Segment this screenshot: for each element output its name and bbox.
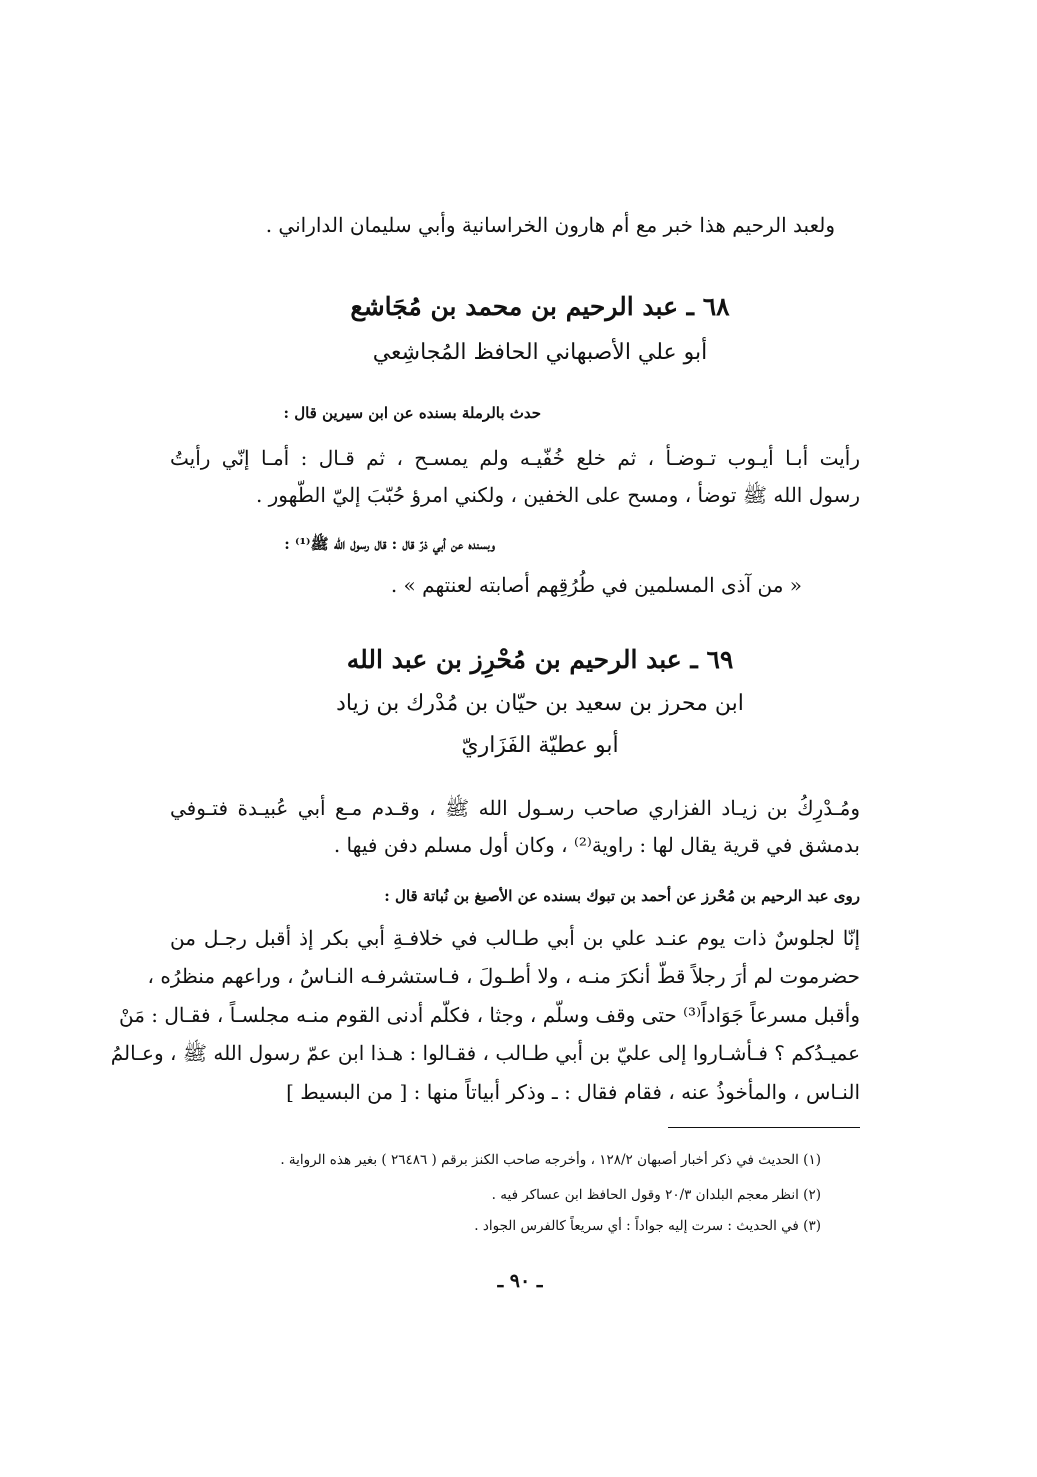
footnote-2: (٢) انظر معجم البلدان ٢٠/٣ وقول الحافظ ابن عساكر فيه .: [491, 1187, 821, 1203]
entry-68-text-1-line-1: رأيت أبـا أيـوب تـوضـأ ، ثم خلع خُفّيـه ولم يمسـح ، ثم قـال : أمـا إنّي رأيتُ: [170, 446, 860, 470]
intro-line: ولعبد الرحيم هذا خبر مع أم هارون الخراسانية وأبي سليمان الداراني .: [265, 213, 835, 237]
entry-69-story-line-3: وأقبل مسرعاً جَوَاداً⁽³⁾ حتى وقف وسلّم ، وجثا ، فكلّم أدنى القوم منـه مجلسـاً ، فقـال : مَنْ: [118, 1003, 860, 1027]
entry-68-heading: ٦٨ ـ عبد الرحيم بن محمد بن مُجَاشع: [350, 292, 730, 321]
entry-68-subtitle: أبو علي الأصبهاني الحافظ المُجاشِعي: [372, 340, 708, 365]
entry-69-subtitle-2: أبو عطيّة الفَزَاريّ: [461, 733, 619, 758]
entry-68-isnad-2: وبسنده عن أبي ذرّ قال : قال رسول الله ﷺ⁽¹⁾ :: [284, 535, 495, 553]
page-number: ـ ٩٠ ـ: [497, 1270, 543, 1292]
entry-69-isnad: روى عبد الرحيم بن مُحْرز عن أحمد بن تبوك بسنده عن الأصبغ بن نُباتة قال :: [384, 887, 860, 905]
entry-69-paragraph-line-2: بدمشق في قرية يقال لها : راوية⁽²⁾ ، وكان أول مسلم دفن فيها .: [333, 833, 860, 857]
entry-69-story-line-5: النـاس ، والمأخوذُ عنه ، فقام فقال : ـ وذكر أبياتاً منها : [ من البسيط ]: [286, 1080, 860, 1104]
entry-69-subtitle-1: ابن محرز بن سعيد بن حيّان بن مُدْرك بن زياد: [336, 691, 744, 716]
entry-69-story-line-4: عميـدُكم ؟ فـأشـاروا إلى عليّ بن أبي طـالب ، فقـالوا : هـذا ابن عمّ رسول الله ﷺ ، وعـالمُ: [110, 1041, 860, 1065]
entry-69-story-line-1: إنّا لجلوسٌ ذات يوم عنـد علي بن أبي طـالب في خلافـةِ أبي بكر إذ أقبل رجـل من: [170, 926, 860, 950]
entry-68-text-2: « من آذى المسلمين في طُرُقِهم أصابته لعنتهم » .: [390, 573, 802, 597]
entry-69-paragraph-line-1: ومُـدْرِكُ بن زيـاد الفزاري صاحب رسـول الله ﷺ ، وقـدم مـع أبي عُبيـدة فتـوفي: [170, 796, 860, 820]
footnote-separator: [668, 1127, 860, 1128]
footnote-3: (٣) في الحديث : سرت إليه جواداً : أي سريعاً كالفرس الجواد .: [474, 1218, 821, 1234]
entry-69-heading: ٦٩ ـ عبد الرحيم بن مُحْرِز بن عبد الله: [346, 645, 734, 674]
entry-68-isnad-1: حدث بالرملة بسنده عن ابن سيرين قال :: [283, 404, 541, 422]
footnote-1: (١) الحديث في ذكر أخبار أصبهان ١٢٨/٢ ، وأخرجه صاحب الكنز برقم ( ٢٦٤٨٦ ) بغير هذه الرواية .: [280, 1152, 821, 1168]
entry-69-story-line-2: حضرموت لم أرَ رجلاً قطّ أنكرَ منـه ، ولا أطـولَ ، فـاستشرفـه النـاسُ ، وراعهم منظرُه ،: [147, 964, 860, 988]
entry-68-text-1-line-2: رسول الله ﷺ توضأ ، ومسح على الخفين ، ولكني امرؤ حُبّبَ إليّ الطّهور .: [255, 483, 860, 507]
